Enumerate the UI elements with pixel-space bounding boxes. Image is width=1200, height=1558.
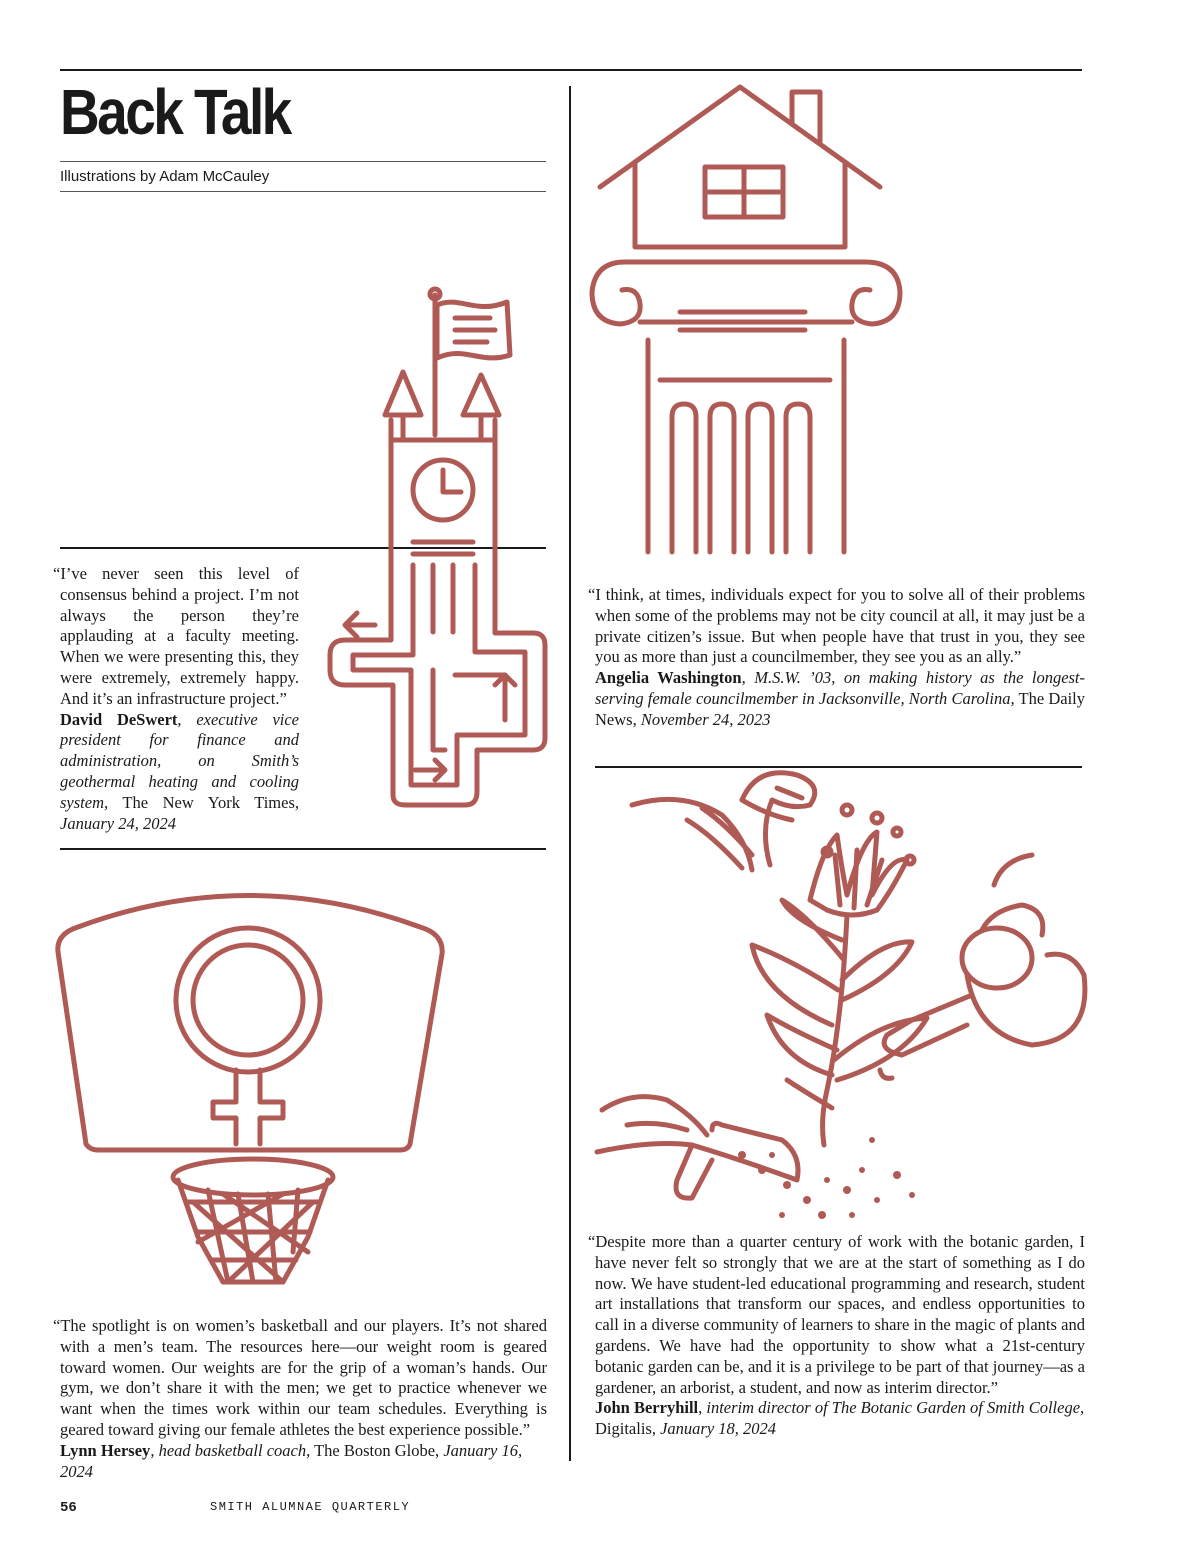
house-on-column-illustration <box>580 82 910 562</box>
quote-hersey <box>53 1316 547 1482</box>
section-rule-left <box>60 848 546 850</box>
source-date: January 24, 2024 <box>60 813 176 833</box>
quote-text: “I think, at times, individuals expect for you to solve all of their problems when some of the problems may not be city council at all, it may just be a private citizen’s issue. But when people have that trust in you, they see you as more than just a councilmember, they see you as an ally.” <box>588 585 1085 667</box>
source-name: The Daily News, <box>595 688 1086 729</box>
column-divider <box>569 86 571 1461</box>
speaker-role: M.S.W. ’03, on making history as the longest-serving female councilmember in Jacksonville, North Carolina, <box>595 668 1086 708</box>
quote-attribution: David DeSwert, executive vice president for finance and administration, on Smith’s geothermal heating and cooling system, The New York Times, January 24, 2024 <box>60 709 299 833</box>
speaker-name: Angelia Washington <box>595 668 742 688</box>
quote-washington <box>588 585 1085 731</box>
source-name: Digitalis, <box>595 1419 656 1439</box>
speaker-name: Lynn Hersey <box>60 1440 151 1460</box>
quote-berryhill <box>588 1232 1085 1440</box>
speaker-role: head basketball coach, <box>158 1440 311 1460</box>
quote-text: “The spotlight is on women’s basketball and our players. It’s not shared with a men’s team. The resources here—our weight room is geared toward women. Our weights are for the grip of a woman’s hands. Our gym, we don’t share it with the men; we get to practice whenever we want when the times work within our team schedules. Everything is geared toward giving our female athletes the best experience possible.” <box>53 1316 547 1439</box>
quote-deswert <box>53 564 299 834</box>
speaker-role: interim director of The Botanic Garden of Smith College, <box>706 1398 1085 1418</box>
basketball-hoop-illustration <box>48 872 453 1307</box>
top-rule <box>60 69 1082 71</box>
publication-name: SMITH ALUMNAE QUARTERLY <box>210 1500 411 1514</box>
source-date: January 18, 2024 <box>660 1419 777 1439</box>
speaker-name: John Berryhill <box>595 1398 699 1418</box>
clock-tower-maze-illustration <box>315 280 555 820</box>
page-number: 56 <box>60 1500 77 1516</box>
quote-attribution: Lynn Hersey, head basketball coach, The Boston Globe, January 16, 2024 <box>60 1440 523 1481</box>
source-name: The New York Times, <box>122 792 299 812</box>
quote-attribution: Angelia Washington, M.S.W. ’03, on making history as the longest-serving female councilmember in Jacksonville, North Carolina, The Daily News, November 24, 2023 <box>595 668 1086 729</box>
speaker-name: David DeSwert <box>60 709 178 729</box>
source-name: The Boston Globe, <box>314 1440 440 1460</box>
source-date: January 16, 2024 <box>60 1440 523 1481</box>
illustration-credit: Illustrations by Adam McCauley <box>60 168 270 185</box>
quote-text: “I’ve never seen this level of consensus behind a project. I’m not always the person they’re applauding at a faculty meeting. When we were presenting this, they were extremely, extremely happy. And it’s an infrastructure project.” <box>53 564 299 708</box>
source-date: November 24, 2023 <box>640 709 771 729</box>
quote-attribution: John Berryhill, interim director of The Botanic Garden of Smith College, Digitalis, January 18, 2024 <box>595 1398 1085 1439</box>
title-rule-top <box>60 161 546 162</box>
title-rule-bottom <box>60 191 546 192</box>
speaker-role: executive vice president for finance and administration, on Smith’s geothermal heating and cooling system, <box>60 709 299 812</box>
page-title: Back Talk <box>60 76 290 148</box>
garden-illustration <box>592 760 1092 1230</box>
quote-text: “Despite more than a quarter century of work with the botanic garden, I have never felt so strongly that we are at the start of something as I do now. We have student-led educational programming and research, student art installations that transform our spaces, and endless opportunities to call in a diverse community of learners to share in the magic of plants and gardens. We have had the opportunity to show what a 21st-century botanic garden can be, and it is a privilege to be part of that journey—as a gardener, an arborist, a student, and now as interim director.” <box>588 1232 1085 1397</box>
